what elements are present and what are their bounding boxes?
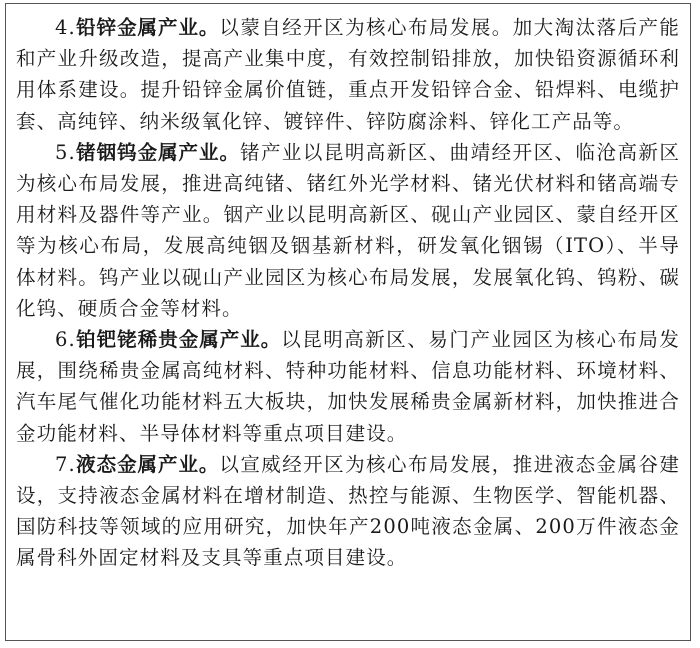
paragraph-number: 7.: [55, 452, 76, 476]
paragraph-body: 以蒙自经开区为核心布局发展。加大淘汰落后产能和产业升级改造，提高产业集中度，有效控制铅排放，加快铅资源循环利用体系建设。提升铅锌金属价值链，重点开发铅锌合金、铅焊料、电缆护套、高纯锌、纳米级氧化锌、镀锌件、锌防腐涂料、锌化工产品等。: [16, 16, 681, 133]
paragraph-body: 以宣威经开区为核心布局发展，推进液态金属谷建设，支持液态金属材料在增材制造、热控与能源、生物医学、智能机器、国防科技等领域的应用研究，加快年产200吨液态金属、200万件液态金属骨科外固定材料及支具等重点项目建设。: [16, 452, 681, 570]
paragraph-body: 以昆明高新区、易门产业园区为核心布局发展，围绕稀贵金属高纯材料、特种功能材料、信息功能材料、环境材料、汽车尾气催化功能材料五大板块，加快发展稀贵金属新材料，加快推进合金功能材料、半导体材料等重点项目建设。: [16, 328, 680, 445]
paragraph-number: 5.: [55, 140, 76, 164]
paragraph-liquid-metal: [16, 449, 680, 574]
paragraph-precious-metals: [16, 324, 680, 449]
paragraph-heading: 液态金属产业。: [75, 452, 220, 476]
document-frame: [5, 3, 691, 641]
paragraph-heading: 铅锌金属产业。: [75, 16, 220, 39]
paragraph-heading: 铂钯铑稀贵金属产业。: [75, 328, 282, 352]
paragraph-body: 锗产业以昆明高新区、曲靖经开区、临沧高新区为核心布局发展，推进高纯锗、锗红外光学材料、锗光伏材料和锗高端专用材料及器件等产业。铟产业以昆明高新区、砚山产业园区、蒙自经开区等为核心布局，发展高纯铟及铟基新材料，研发氧化铟锡（ITO）、半导体材料。钨产业以砚山产业园区为核心布局发展，发展氧化钨、钨粉、碳化钨、硬质合金等材料。: [16, 140, 680, 320]
paragraph-lead-zinc: [16, 12, 680, 137]
paragraph-number: 4.: [55, 16, 76, 39]
paragraph-heading: 锗铟钨金属产业。: [75, 140, 240, 164]
paragraph-number: 6.: [55, 328, 76, 352]
paragraph-germanium-indium-tungsten: [16, 137, 680, 324]
